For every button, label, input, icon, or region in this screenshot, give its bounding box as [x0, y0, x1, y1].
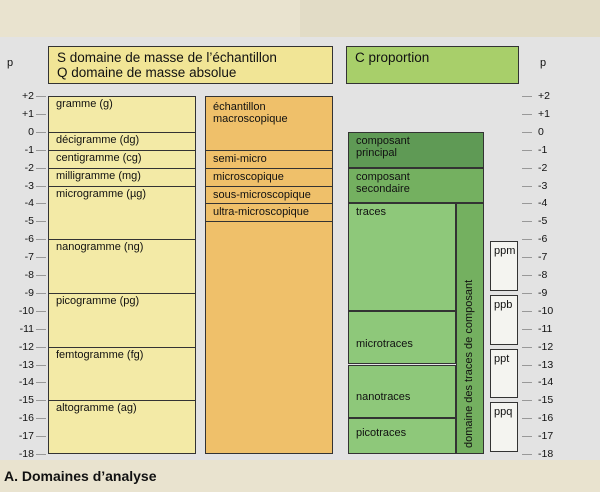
p-tick-mark-right — [522, 347, 532, 348]
p-tick-right: -12 — [538, 340, 554, 353]
p-tick-right: +2 — [538, 90, 550, 102]
sample-divider — [205, 221, 333, 222]
p-tick-left: -1 — [24, 143, 34, 156]
p-tick-mark-left — [36, 436, 46, 437]
header-s-line1: S domaine de masse de l’échantillon — [57, 50, 277, 65]
p-tick-mark-left — [36, 132, 46, 133]
p-tick-right: +1 — [538, 107, 550, 120]
p-tick-right: -11 — [538, 322, 553, 335]
p-tick-right: -9 — [538, 286, 548, 299]
p-tick-mark-right — [522, 311, 532, 312]
p-tick-left: -7 — [24, 251, 34, 264]
unit-label: ppt — [494, 352, 510, 365]
p-tick-mark-right — [522, 132, 532, 133]
p-tick-mark-left — [36, 275, 46, 276]
p-tick-mark-right — [522, 382, 532, 383]
p-tick-mark-right — [522, 239, 532, 240]
proportion-label-line1: composant — [356, 134, 410, 147]
p-tick-right: -10 — [538, 304, 554, 317]
p-tick-right: -5 — [538, 215, 548, 228]
p-tick-mark-right — [522, 329, 532, 330]
p-tick-right: -4 — [538, 197, 548, 210]
proportion-label: nanotraces — [356, 391, 411, 404]
sample-domain-label: ultra-microscopique — [213, 206, 309, 219]
proportion-label-line2: principal — [356, 146, 397, 159]
sample-domain-label: sous-microscopique — [213, 188, 311, 201]
p-tick-right: -8 — [538, 269, 548, 281]
p-tick-mark-right — [522, 454, 532, 455]
p-tick-mark-right — [522, 400, 532, 401]
proportion-label-line2: secondaire — [356, 182, 410, 195]
p-tick-mark-right — [522, 365, 532, 366]
p-tick-mark-left — [36, 400, 46, 401]
proportion-label: traces — [356, 206, 386, 219]
p-tick-mark-right — [522, 221, 532, 222]
p-tick-left: +1 — [22, 107, 34, 120]
p-tick-mark-right — [522, 293, 532, 294]
mass-unit-label: altogramme (ag) — [56, 402, 137, 415]
p-tick-right: -14 — [538, 376, 554, 389]
unit-label: ppb — [494, 298, 513, 311]
proportion-label: picotraces — [356, 427, 407, 439]
sample-divider — [205, 186, 333, 187]
sample-domain-label: semi-micro — [213, 152, 267, 165]
header-proportion — [346, 46, 519, 84]
p-tick-mark-right — [522, 275, 532, 276]
sample-divider — [205, 150, 333, 151]
p-tick-right: -18 — [538, 448, 554, 460]
p-tick-right: -2 — [538, 161, 548, 174]
p-tick-mark-left — [36, 257, 46, 258]
p-tick-mark-right — [522, 436, 532, 437]
p-tick-left: -9 — [24, 286, 34, 299]
p-tick-mark-left — [36, 96, 46, 97]
p-tick-mark-left — [36, 347, 46, 348]
p-tick-mark-left — [36, 293, 46, 294]
proportion-label: microtraces — [356, 337, 413, 350]
p-tick-right: -7 — [538, 251, 548, 264]
p-tick-mark-right — [522, 418, 532, 419]
p-tick-mark-right — [522, 203, 532, 204]
p-label-right: p — [540, 57, 547, 69]
mass-unit-label: gramme (g) — [56, 98, 113, 110]
p-tick-left: -12 — [18, 340, 34, 353]
mass-unit-label: femtogramme (fg) — [56, 348, 144, 361]
p-tick-left: -3 — [24, 179, 34, 192]
p-tick-left: -4 — [24, 197, 34, 210]
p-tick-mark-left — [36, 168, 46, 169]
p-tick-right: -17 — [538, 430, 554, 443]
proportion-label-line1: composant — [356, 170, 410, 183]
p-tick-left: +2 — [22, 90, 34, 102]
p-tick-left: -13 — [18, 358, 34, 371]
p-tick-mark-left — [36, 114, 46, 115]
p-tick-mark-left — [36, 311, 46, 312]
p-tick-mark-left — [36, 239, 46, 240]
p-tick-right: -16 — [538, 412, 554, 425]
mass-unit-label: nanogramme (ng) — [56, 241, 144, 254]
mass-unit-label: microgramme (µg) — [56, 187, 147, 200]
p-tick-mark-left — [36, 203, 46, 204]
p-tick-right: -6 — [538, 233, 548, 246]
trace-domain-label: domaine des traces de composant — [463, 279, 475, 448]
p-tick-mark-left — [36, 365, 46, 366]
unit-label: ppm — [494, 245, 516, 258]
p-tick-mark-left — [36, 418, 46, 419]
p-tick-mark-left — [36, 186, 46, 187]
p-tick-mark-left — [36, 382, 46, 383]
p-tick-right: -15 — [538, 394, 554, 407]
sample-divider — [205, 203, 333, 204]
mass-unit-label: picogramme (pg) — [56, 294, 140, 307]
sample-divider — [205, 168, 333, 169]
p-label-left: p — [7, 57, 14, 69]
p-tick-left: 0 — [28, 125, 34, 138]
p-tick-left: -18 — [18, 448, 34, 460]
mass-unit-label: décigramme (dg) — [56, 133, 140, 146]
p-tick-right: 0 — [538, 125, 544, 138]
p-tick-mark-left — [36, 454, 46, 455]
p-tick-mark-right — [522, 96, 532, 97]
p-tick-right: -1 — [538, 143, 548, 156]
mass-unit-label: milligramme (mg) — [56, 169, 141, 182]
p-tick-left: -6 — [24, 233, 34, 246]
p-tick-left: -5 — [24, 215, 34, 228]
p-tick-mark-left — [36, 150, 46, 151]
p-tick-mark-right — [522, 150, 532, 151]
proportion-band — [348, 203, 456, 310]
header-c-label: C proportion — [355, 50, 430, 65]
page-background-strip — [300, 0, 600, 40]
p-tick-mark-right — [522, 168, 532, 169]
sample-domain-label: microscopique — [213, 170, 284, 183]
p-tick-left: -17 — [18, 430, 34, 443]
p-tick-mark-right — [522, 114, 532, 115]
p-tick-left: -2 — [24, 161, 34, 174]
p-tick-mark-left — [36, 329, 46, 330]
header-s-line2: Q domaine de masse absolue — [57, 65, 237, 80]
p-tick-left: -15 — [18, 394, 34, 407]
sample-domain-label-line1: échantillon — [213, 101, 266, 113]
p-tick-right: -13 — [538, 358, 554, 371]
p-tick-left: -14 — [18, 376, 34, 389]
p-tick-mark-right — [522, 186, 532, 187]
header-sample-mass-domain — [48, 46, 333, 84]
p-tick-mark-right — [522, 257, 532, 258]
sample-domain-label-line2: macroscopique — [213, 113, 288, 125]
p-tick-left: -16 — [18, 412, 34, 425]
p-tick-right: -3 — [538, 179, 548, 192]
figure-caption: A. Domaines d’analyse — [4, 468, 157, 484]
p-tick-mark-left — [36, 221, 46, 222]
p-tick-left: -10 — [18, 304, 34, 317]
mass-unit-label: centigramme (cg) — [56, 151, 142, 164]
unit-label: ppq — [494, 406, 513, 419]
p-tick-left: -11 — [19, 322, 34, 335]
p-tick-left: -8 — [24, 269, 34, 281]
